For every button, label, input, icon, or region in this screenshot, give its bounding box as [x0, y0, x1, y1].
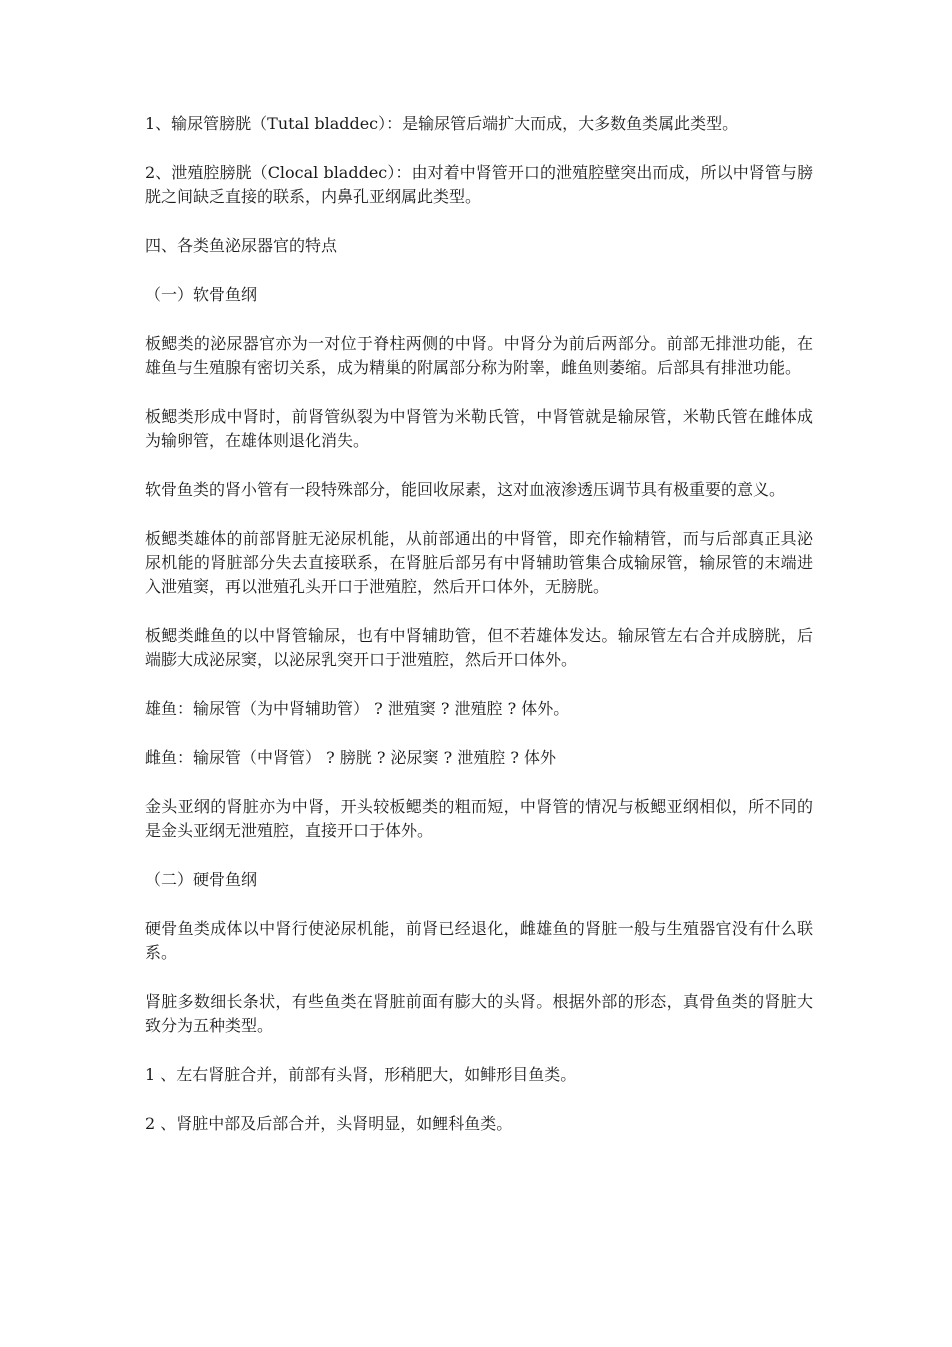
subsection-heading-chondrichthyes: （一）软骨鱼纲 [145, 285, 258, 304]
paragraph-kidney-types: 肾脏多数细长条状，有些鱼类在肾脏前面有膨大的头肾。根据外部的形态，真骨鱼类的肾脏大致分为五种类型。 [145, 992, 813, 1035]
paragraph-female-elasmobranch: 板鳃类雌鱼的以中肾管输尿，也有中肾辅助管，但不若雄体发达。输尿管左右合并成膀胱，后端膨大成泌尿窦，以泌尿乳突开口于泄殖腔，然后开口体外。 [145, 626, 813, 669]
paragraph-male-pathway: 雄鱼：输尿管（为中肾辅助管） ? 泄殖窦 ? 泄殖腔 ? 体外。 [145, 699, 570, 718]
paragraph-cloacal-bladder-type: 2、泄殖腔膀胱（Clocal bladdec）：由对着中肾管开口的泄殖腔壁突出而成，所以中肾管与膀胱之间缺乏直接的联系，内鼻孔亚纲属此类型。 [145, 163, 813, 206]
document-body [145, 112, 813, 1161]
section-heading-fish-urinary-organs: 四、各类鱼泌尿器官的特点 [145, 236, 338, 255]
paragraph-bony-fish-kidney: 硬骨鱼类成体以中肾行使泌尿机能，前肾已经退化，雌雄鱼的肾脏一般与生殖器官没有什么联系。 [145, 919, 813, 962]
paragraph-mesonephric-duct-formation: 板鳃类形成中肾时，前肾管纵裂为中肾管为米勒氏管，中肾管就是输尿管，米勒氏管在雌体成为输卵管，在雄体则退化消失。 [145, 407, 813, 450]
list-item-kidney-type-1: 1 、左右肾脏合并，前部有头肾，形稍肥大，如鲱形目鱼类。 [145, 1065, 577, 1084]
paragraph-female-pathway: 雌鱼：输尿管（中肾管） ? 膀胱 ? 泌尿窦 ? 泄殖腔 ? 体外 [145, 748, 557, 767]
subsection-heading-osteichthyes: （二）硬骨鱼纲 [145, 870, 258, 889]
paragraph-holocephali: 金头亚纲的肾脏亦为中肾，开头较板鳃类的粗而短，中肾管的情况与板鳃亚纲相似，所不同的是金头亚纲无泄殖腔，直接开口于体外。 [145, 797, 813, 840]
paragraph-urea-recovery: 软骨鱼类的肾小管有一段特殊部分，能回收尿素，这对血液渗透压调节具有极重要的意义。 [145, 480, 786, 499]
paragraph-urinary-bladder-type: 1、输尿管膀胱（Tutal bladdec）：是输尿管后端扩大而成，大多数鱼类属此类型。 [145, 114, 739, 133]
paragraph-male-elasmobranch: 板鳃类雄体的前部肾脏无泌尿机能，从前部通出的中肾管，即充作输精管，而与后部真正具泌尿机能的肾脏部分失去直接联系，在肾脏后部另有中肾辅助管集合成输尿管，输尿管的末端进入泄殖窦，再以泄殖孔头开口于泄殖腔，然后开口体外，无膀胱。 [145, 529, 813, 596]
list-item-kidney-type-2: 2 、肾脏中部及后部合并，头肾明显，如鲤科鱼类。 [145, 1114, 513, 1133]
paragraph-elasmobranch-organs: 板鳃类的泌尿器官亦为一对位于脊柱两侧的中肾。中肾分为前后两部分。前部无排泄功能，在雄鱼与生殖腺有密切关系，成为精巢的附属部分称为附睾，雌鱼则萎缩。后部具有排泄功能。 [145, 334, 813, 377]
